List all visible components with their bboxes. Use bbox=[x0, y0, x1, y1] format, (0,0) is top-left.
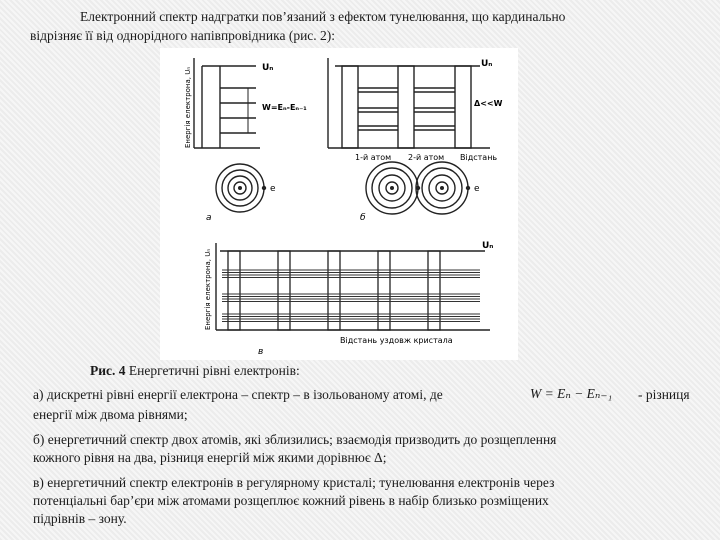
item-a-part-1: а) дискретні рівні енергії електрона – спектр – в ізольованому атомі, де bbox=[33, 387, 443, 402]
gap-formula-label: W=Eₙ-Eₙ₋₁ bbox=[262, 103, 307, 112]
item-a-formula: W = Eₙ − Eₙ₋₁ bbox=[530, 386, 613, 401]
delta-symbol: Δ bbox=[374, 450, 383, 465]
item-c-line-2: потенціальні бар’єри між атомами розщеплює кожний рівень в набір близько розміщених bbox=[33, 493, 549, 508]
crystal-barrier bbox=[228, 251, 240, 330]
label-c: в bbox=[258, 347, 264, 357]
crystal-barrier bbox=[378, 251, 390, 330]
item-c-line-3: підрівнів – зону. bbox=[33, 511, 127, 526]
atom-2-label: 2-й атом bbox=[408, 153, 445, 162]
caption-text: Енергетичні рівні електронів: bbox=[125, 363, 300, 378]
intro-line-2: відрізняє її від однорідного напівпровідника (рис. 2): bbox=[30, 28, 336, 43]
item-b-line-2 bbox=[33, 449, 387, 467]
top-y-axis-label: Енергія електрона, Uₙ bbox=[184, 66, 192, 148]
figure-caption bbox=[90, 362, 300, 380]
crystal-distance-label: Відстань уздовж кристала bbox=[340, 336, 453, 345]
bottom-level-label: Uₙ bbox=[482, 241, 494, 251]
crystal-energy-bands bbox=[222, 251, 480, 330]
label-b: б bbox=[360, 213, 366, 223]
label-a: а bbox=[206, 213, 212, 223]
item-a-line-2: енергії між двома рівнями; bbox=[33, 407, 188, 422]
top-right-level-label: Uₙ bbox=[481, 59, 493, 69]
caption-title: Рис. 4 bbox=[90, 363, 126, 378]
two-atom-well-diagram bbox=[328, 58, 493, 148]
intro-line-1: Електронний спектр надгратки пов’язаний з ефектом тунелювання, що кардинально bbox=[80, 9, 566, 24]
crystal-barrier bbox=[278, 251, 290, 330]
item-a-part-2: - різниця bbox=[638, 387, 690, 402]
splitting-label: Δ<<W bbox=[474, 99, 503, 108]
top-level-label: Uₙ bbox=[262, 63, 274, 73]
electron-label-a: e bbox=[270, 184, 276, 194]
single-atom-well-diagram bbox=[194, 58, 260, 148]
bottom-y-axis-label: Енергія електрона, Uₙ bbox=[204, 248, 212, 330]
item-c-line-1: в) енергетичний спектр електронів в регулярному кристалі; тунелювання електронів через bbox=[33, 475, 555, 490]
item-b-line-1: б) енергетичний спектр двох атомів, які зблизились; взаємодія призводить до розщеплення bbox=[33, 432, 557, 447]
electron-label-b: e bbox=[474, 184, 480, 194]
energy-levels-figure bbox=[160, 48, 518, 360]
crystal-band-diagram bbox=[216, 243, 490, 330]
crystal-barrier bbox=[428, 251, 440, 330]
atom-1-label: 1-й атом bbox=[355, 153, 392, 162]
distance-label: Відстань bbox=[460, 153, 498, 162]
crystal-barrier bbox=[328, 251, 340, 330]
item-b-line-2-text: кожного рівня на два, різниця енергій між якими дорівнює bbox=[33, 450, 371, 465]
item-b-end: ; bbox=[382, 450, 387, 465]
